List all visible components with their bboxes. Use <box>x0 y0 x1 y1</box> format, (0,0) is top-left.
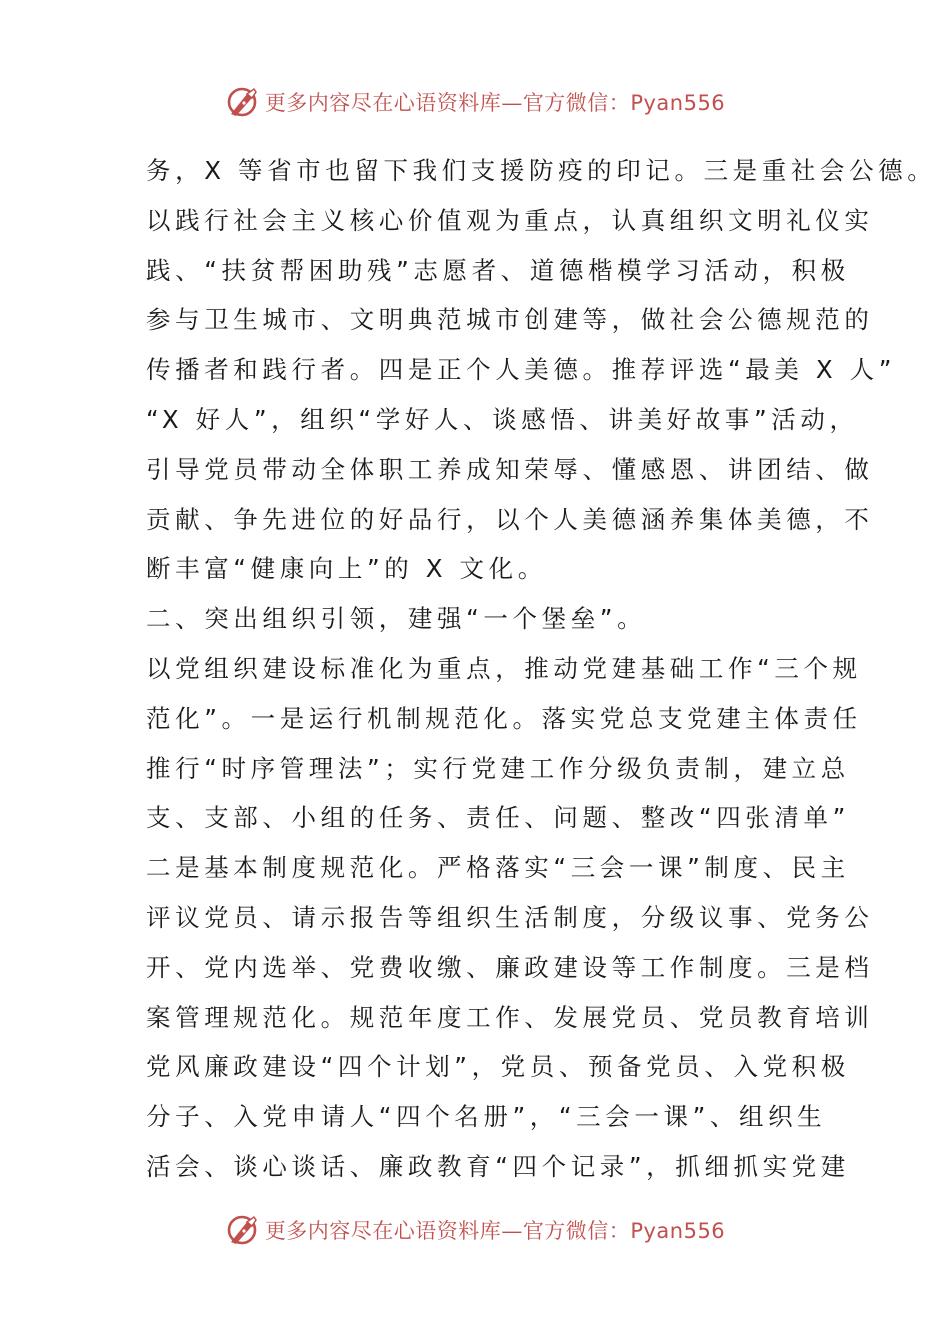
banner-title: 更多内容尽在心语资料库 <box>264 91 502 115</box>
text-line: 活会、谈心谈话、廉政教育“四个记录”，抓细抓实党建 <box>146 1151 850 1181</box>
text-line: 评议党员、请示报告等组织生活制度，分级议事、党务公 <box>146 902 874 932</box>
banner-dash: — <box>501 91 523 115</box>
text-line: 以践行社会主义核心价值观为重点，认真组织文明礼仪实 <box>146 205 874 235</box>
text-line: 分子、入党申请人“四个名册”，“三会一课”、组织生 <box>146 1102 827 1132</box>
banner-dash: — <box>501 1219 523 1243</box>
header-banner <box>0 80 950 124</box>
banner-wechat-id: Pyan556 <box>630 1219 726 1243</box>
pen-nib-logo-icon <box>225 84 261 120</box>
text-line: 二是基本制度规范化。严格落实“三会一课”制度、民主 <box>146 853 850 883</box>
text-line: 践、“扶贫帮困助残”志愿者、道德楷模学习活动，积极 <box>146 255 850 285</box>
text-line: “X 好人”，组织“学好人、谈感悟、讲美好故事”活动， <box>146 404 859 434</box>
text-line: 断丰富“健康向上”的 X 文化。 <box>146 554 547 584</box>
banner-text <box>265 1215 725 1245</box>
banner-wechat-label: 官方微信： <box>522 1219 631 1243</box>
text-line: 引导党员带动全体职工养成知荣辱、懂感恩、讲团结、做 <box>146 454 874 484</box>
document-body <box>146 146 937 1192</box>
banner-wechat-label: 官方微信： <box>522 91 631 115</box>
text-line: 推行“时序管理法”；实行党建工作分级负责制，建立总 <box>146 753 850 783</box>
banner-title: 更多内容尽在心语资料库 <box>264 1219 502 1243</box>
text-line: 案管理规范化。规范年度工作、发展党员、党员教育培训 <box>146 1002 874 1032</box>
section-heading: 二、突出组织引领，建强“一个堡垒”。 <box>146 604 647 634</box>
text-line: 以党组织建设标准化为重点，推动党建基础工作“三个规 <box>146 653 862 683</box>
text-line: 开、党内选举、党费收缴、廉政建设等工作制度。三是档 <box>146 952 874 982</box>
text-line: 支、支部、小组的任务、责任、问题、整改“四张清单” <box>146 803 850 833</box>
banner-wechat-id: Pyan556 <box>630 91 726 115</box>
text-line: 务，X 等省市也留下我们支援防疫的印记。三是重社会公德。 <box>146 156 937 185</box>
text-line: 贡献、争先进位的好品行，以个人美德涵养集体美德，不 <box>146 504 874 534</box>
banner-text <box>265 87 725 117</box>
text-line: 传播者和践行者。四是正个人美德。推荐评选“最美 X 人” <box>146 355 897 385</box>
text-line: 参与卫生城市、文明典范城市创建等，做社会公德规范的 <box>146 305 874 335</box>
footer-banner <box>0 1208 950 1252</box>
text-line: 党风廉政建设“四个计划”，党员、预备党员、入党积极 <box>146 1052 850 1082</box>
pen-nib-logo-icon <box>225 1212 261 1248</box>
text-line: 范化”。一是运行机制规范化。落实党总支党建主体责任 <box>146 703 862 733</box>
